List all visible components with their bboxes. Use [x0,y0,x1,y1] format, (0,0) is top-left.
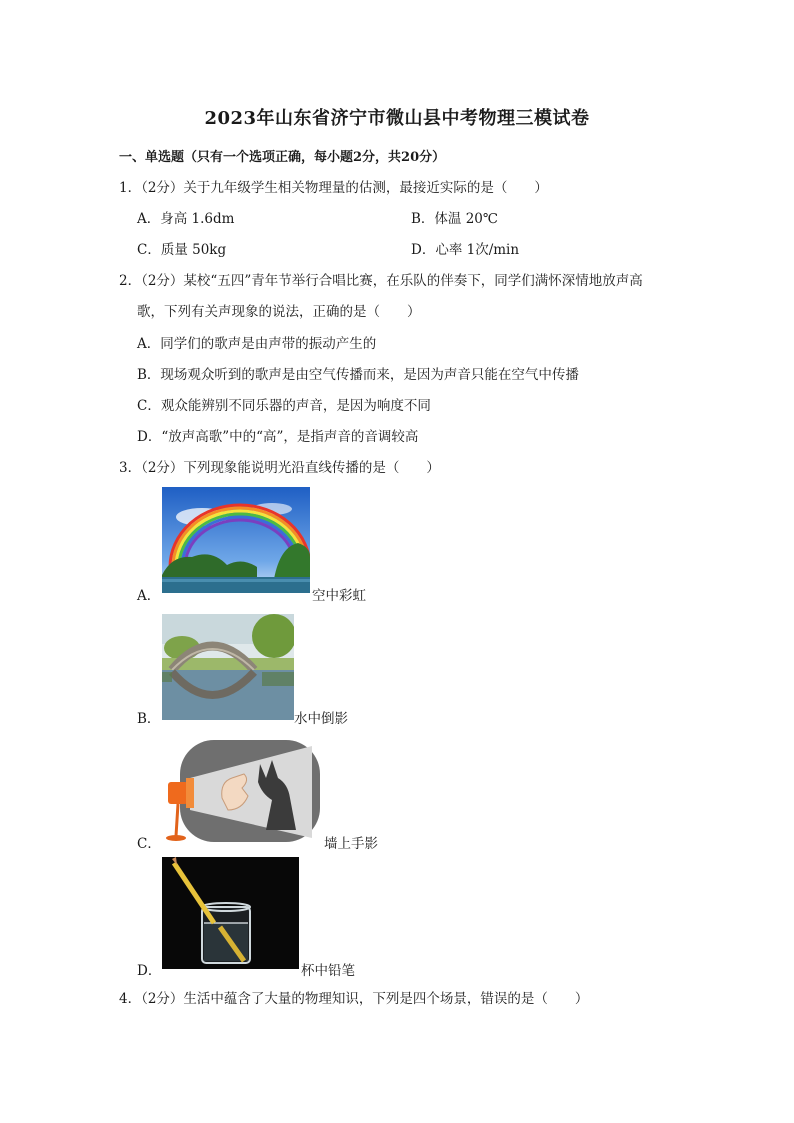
question-2-option-b[interactable]: B．现场观众听到的歌声是由空气传播而来，是因为声音只能在空气中传播 [137,367,579,383]
rainbow-image[interactable] [162,487,310,593]
question-3-option-a-caption: 空中彩虹 [312,588,366,604]
question-2-option-d[interactable]: D．“放声高歌”中的“高”，是指声音的音调较高 [137,429,419,445]
question-3-option-c-label[interactable]: C． [137,836,161,852]
question-3-option-d-label[interactable]: D． [137,963,162,979]
question-3-stem: 3．（2分）下列现象能说明光沿直线传播的是（ ） [119,460,440,476]
question-2-option-c[interactable]: C．观众能辨别不同乐器的声音，是因为响度不同 [137,398,431,414]
question-3-option-a-label[interactable]: A． [137,588,161,604]
page-title: 2023年山东省济宁市微山县中考物理三模试卷 [204,108,590,129]
pencil-in-cup-image[interactable] [162,857,299,969]
question-1-option-d[interactable]: D．心率 1次/min [411,242,520,258]
question-2-stem-line-2: 歌，下列有关声现象的说法，正确的是（ ） [137,304,421,320]
question-1-option-b[interactable]: B．体温 20℃ [411,211,498,227]
question-1-option-c[interactable]: C．质量 50kg [137,242,227,258]
question-3-option-d-caption: 杯中铅笔 [301,963,355,979]
question-2-option-a[interactable]: A．同学们的歌声是由声带的振动产生的 [137,336,377,352]
question-2-stem-line-1: 2．（2分）某校“五四”青年节举行合唱比赛，在乐队的伴奏下，同学们满怀深情地放声高 [119,273,643,289]
section-heading: 一、单选题（只有一个选项正确，每小题2分，共20分） [119,150,446,165]
question-4-stem: 4．（2分）生活中蕴含了大量的物理知识，下列是四个场景，错误的是（ ） [119,991,589,1007]
question-1-option-a[interactable]: A．身高 1.6dm [137,211,235,227]
bridge-reflection-image[interactable] [162,614,294,720]
question-3-option-c-caption: 墙上手影 [324,836,378,852]
question-3-option-b-caption: 水中倒影 [294,711,348,727]
question-1-stem: 1．（2分）关于九年级学生相关物理量的估测，最接近实际的是（ ） [119,180,548,196]
hand-shadow-image[interactable] [162,738,322,844]
question-3-option-b-label[interactable]: B． [137,711,161,727]
